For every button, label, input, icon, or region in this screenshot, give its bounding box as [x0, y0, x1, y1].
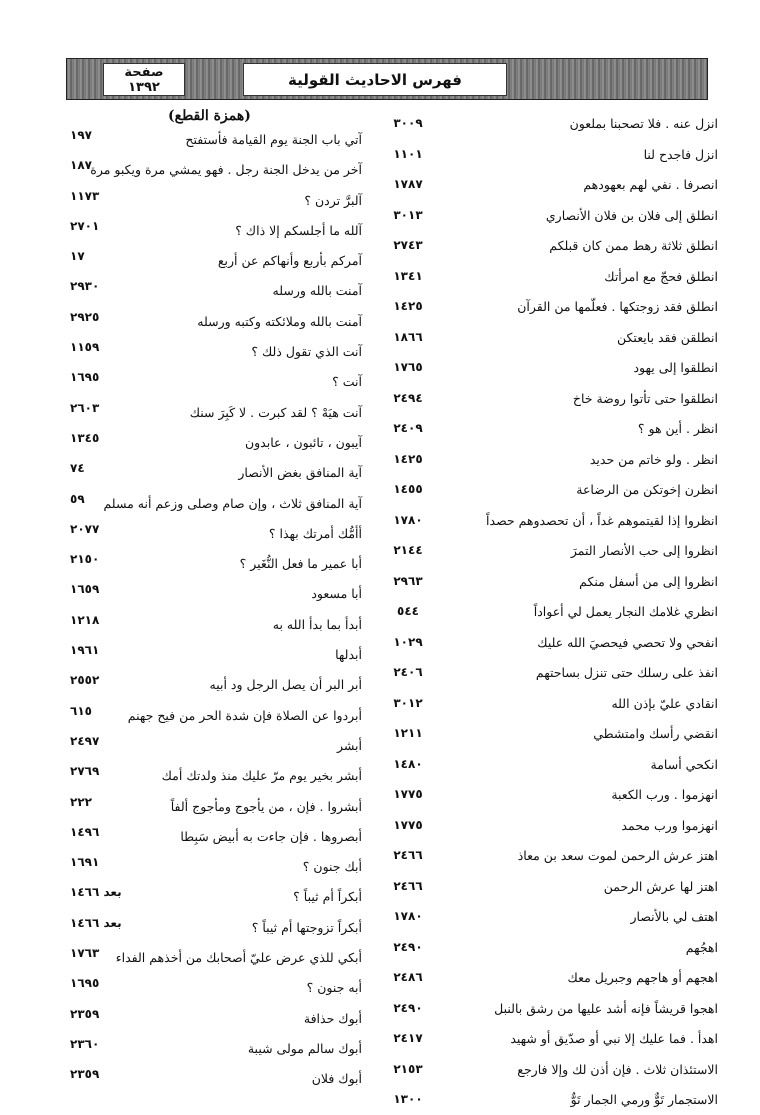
entry-text: أبصروها . فإن جاءت به أبيض سَبِطا — [180, 828, 362, 844]
index-entry — [382, 261, 718, 292]
entry-number: بعد ١٤٦٦ — [70, 885, 122, 900]
index-entry — [382, 688, 718, 719]
entry-number: ٣٠١٣ — [393, 207, 423, 222]
index-entry — [70, 914, 372, 944]
entry-text: انطلق ثلاثة رهط ممن كان قبلكم — [549, 238, 718, 253]
entry-number: ٢٣٦٠ — [70, 1036, 100, 1051]
entry-text: آلله ما أجلسكم إلا ذاك ؟ — [235, 222, 362, 238]
entry-number: ١١٧٣ — [70, 188, 100, 203]
index-entry — [382, 139, 718, 170]
entry-number: بعد ١٤٦٦ — [70, 915, 122, 930]
entry-text: أبر البر أن يصل الرجل ود أبيه — [209, 677, 362, 693]
entry-number: ١٧٦٥ — [393, 360, 423, 374]
index-entry — [70, 490, 372, 520]
index-entry — [382, 1023, 718, 1054]
entry-number: ١٨٦٦ — [393, 329, 423, 344]
index-entry — [70, 883, 372, 913]
entry-number: ١٦٩٥ — [70, 976, 100, 991]
index-entry — [382, 474, 718, 505]
index-entry — [382, 962, 718, 993]
index-entry — [70, 126, 372, 156]
entry-text: انزل عنه . فلا تصحبنا بملعون — [569, 116, 718, 131]
index-entry — [382, 322, 718, 353]
entry-number: ١٧٧٥ — [393, 817, 423, 832]
entry-number: ٢٤٨٦ — [393, 970, 423, 984]
index-entry — [382, 291, 718, 322]
index-entry — [70, 671, 372, 701]
entry-number: ١٩٧ — [70, 128, 92, 142]
entry-number: ١٤٨٠ — [393, 756, 423, 771]
entry-number: ٢٣٥٩ — [70, 1006, 100, 1021]
entry-text: آنت الذي تقول ذلك ؟ — [251, 344, 362, 360]
entry-text: آخر من يدخل الجنة رجل . فهو يمشي مرة ويكبو مرة — [90, 162, 362, 178]
section-title: (همزة القطع) — [168, 108, 251, 124]
index-entry — [70, 580, 372, 610]
index-entry — [70, 974, 372, 1004]
entry-text: أبوك فلان — [311, 1071, 362, 1087]
entry-text: أبوك سالم مولى شيبة — [247, 1040, 362, 1056]
entry-number: ١٧٨٠ — [393, 512, 423, 527]
entry-text: آمنت بالله وملائكته وكتبه ورسله — [197, 313, 362, 329]
index-entry — [382, 169, 718, 200]
index-entry — [70, 459, 372, 489]
entry-text: آنت هيَهْ ؟ لقد كبرت . لا كَبِرَ سنك — [189, 404, 362, 420]
entry-text: آيبون ، تائبون ، عابدون — [244, 434, 362, 450]
entry-number: ١٤٢٥ — [393, 451, 423, 466]
entry-number: ١٦٥٩ — [70, 582, 100, 597]
header-title: فهرس الاحاديث القولية — [243, 63, 507, 96]
entry-number: ٢٩٢٥ — [70, 309, 100, 324]
entry-text: أبدلها — [335, 647, 362, 663]
entry-number: ٢٤١٧ — [393, 1031, 423, 1045]
entry-number: ٢١٤٤ — [393, 543, 423, 557]
entry-text: انظري غلامك النجار يعمل لي أعواداً — [533, 604, 718, 619]
entry-text: أبك جنون ؟ — [302, 859, 362, 875]
entry-text: أبكراً تزوجتها أم ثيباً ؟ — [251, 919, 362, 935]
index-entry — [70, 368, 372, 398]
index-entry — [382, 718, 718, 749]
index-entry — [70, 1035, 372, 1065]
entry-number: ١٤٩٦ — [70, 824, 100, 839]
index-entry — [70, 944, 372, 974]
index-entry — [70, 732, 372, 762]
entry-number: ١٩٦١ — [70, 643, 100, 658]
entry-text: انطلق فحجّ مع امرأتك — [604, 268, 718, 284]
index-entry — [382, 596, 718, 627]
entry-text: اهدأ . فما عليك إلا نبي أو صدّيق أو شهيد — [510, 1031, 718, 1046]
index-entry — [382, 810, 718, 841]
entry-text: انظر . أين هو ؟ — [637, 421, 718, 436]
entry-number: ٢٧٠١ — [70, 218, 100, 233]
entry-number: ٧٤ — [70, 461, 85, 476]
entry-text: انظروا إلى حب الأنصار التمرَ — [570, 543, 718, 558]
index-entry — [382, 840, 718, 871]
entry-number: ٢١٥٠ — [70, 552, 100, 567]
entry-number: ٢٠٧٧ — [70, 521, 100, 536]
index-entry — [382, 932, 718, 963]
entry-text: أبردوا عن الصلاة فإن شدة الحر من فيح جهنم — [127, 707, 362, 723]
entry-text: آلبرَّ تردن ؟ — [304, 192, 362, 208]
entry-text: انظرن إخوتكن من الرضاعة — [576, 482, 718, 497]
entry-number: ٢٤٠٦ — [393, 665, 423, 679]
entry-text: اهتز عرش الرحمن لموت سعد بن معاذ — [517, 848, 718, 863]
entry-text: أبشروا . فإن ، من يأجوج ومأجوج ألفاً — [170, 798, 362, 814]
index-entry — [70, 520, 372, 550]
entry-number: ٢٩٣٠ — [70, 279, 100, 294]
index-entry — [70, 853, 372, 883]
entry-number: ٦١٥ — [70, 703, 92, 718]
entry-number: ١٦٩٥ — [70, 370, 100, 385]
entry-text: آمركم بأربع وأنهاكم عن أربع — [217, 253, 362, 269]
entry-text: آية المنافق بغض الأنصار — [238, 465, 362, 481]
index-entry — [70, 187, 372, 217]
entry-text: انظروا إلى من أسفل منكم — [579, 573, 718, 589]
entry-number: ١٣٤١ — [393, 268, 423, 283]
entry-text: أبا مسعود — [311, 586, 362, 602]
entry-text: أبه جنون ؟ — [306, 980, 362, 996]
index-entry — [70, 277, 372, 307]
entry-text: أبكراً أم ثيباً ؟ — [293, 889, 362, 905]
index-entry — [382, 566, 718, 597]
index-entry — [70, 1065, 372, 1095]
entry-number: ٢٤٩٠ — [393, 939, 423, 954]
index-entry — [70, 823, 372, 853]
entry-text: آنت ؟ — [332, 374, 362, 390]
entry-text: أبوك حذافة — [303, 1010, 362, 1026]
left-column — [70, 126, 372, 1096]
index-entry — [382, 352, 718, 383]
entry-number: ٢١٥٣ — [393, 1061, 423, 1076]
entry-text: انزل فاجدح لنا — [643, 146, 718, 162]
entry-number: ١٢١٨ — [70, 612, 100, 627]
entry-text: انطلقوا إلى يهود — [633, 360, 718, 375]
entry-number: ١٢١١ — [393, 726, 423, 740]
entry-number: ١٠٢٩ — [393, 634, 423, 649]
index-entry — [70, 550, 372, 580]
entry-number: ١٦٩١ — [70, 855, 100, 870]
entry-text: أبشر بخير يوم مرّ عليك منذ ولدتك أمك — [161, 768, 362, 784]
entry-text: انقضي رأسك وامتشطي — [593, 726, 718, 741]
page-number: ١٣٩٢ — [128, 79, 160, 95]
entry-text: الاستئذان ثلاث . فإن أذن لك وإلا فارجع — [517, 1061, 718, 1077]
index-entry — [382, 1084, 718, 1115]
index-entry — [382, 901, 718, 932]
entry-number: ٢٦٠٣ — [70, 400, 100, 415]
index-entry — [382, 108, 718, 139]
index-entry — [382, 444, 718, 475]
entry-text: الاستجمار تَوٌّ ورمي الجمار تَوٌّ — [570, 1092, 718, 1107]
index-entry — [382, 627, 718, 658]
entry-text: انصرفا . نفي لهم بعهودهم — [583, 177, 718, 192]
entry-number: ٢٤٦٦ — [393, 848, 423, 862]
entry-text: اهجهم أو هاجهم وجبريل معك — [567, 970, 718, 985]
index-entry — [382, 657, 718, 688]
entry-text: انفحي ولا تحصي فيحصيَ الله عليك — [537, 634, 718, 650]
index-entry — [70, 156, 372, 186]
right-column — [382, 108, 718, 1115]
index-entry — [70, 217, 372, 247]
entry-text: اهتز لها عرش الرحمن — [603, 878, 718, 894]
entry-number: ١٧٨٠ — [393, 909, 423, 923]
entry-number: ٢٣٥٩ — [70, 1067, 100, 1082]
entry-number: ٢٢٢ — [70, 794, 92, 809]
entry-text: آية المنافق ثلاث ، وإن صام وصلى وزعم أنه مسلم — [103, 495, 362, 511]
entry-text: أبدأ بما بدأ الله به — [272, 616, 362, 632]
index-entry — [70, 429, 372, 459]
entry-text: آتي باب الجنة يوم القيامة فأستفتح — [185, 132, 362, 147]
entry-text: انظر . ولو خاتم من حديد — [589, 451, 718, 467]
index-entry — [70, 793, 372, 823]
entry-number: ٢٤٩٤ — [393, 390, 423, 405]
entry-number: ١٣٠٠ — [393, 1092, 423, 1106]
entry-number: ١١٠١ — [393, 146, 423, 161]
entry-number: ١٧٦٣ — [70, 946, 100, 961]
index-entry — [382, 779, 718, 810]
entry-text: أبشر — [337, 737, 362, 753]
index-entry — [70, 338, 372, 368]
index-entry — [382, 993, 718, 1024]
entry-number: ٢٤٩٧ — [70, 733, 100, 748]
index-entry — [70, 399, 372, 429]
index-entry — [70, 702, 372, 732]
entry-number: ٢٥٥٢ — [70, 673, 100, 688]
index-entry — [382, 1054, 718, 1085]
entry-text: انطلق فقد زوجتكها . فعلّمها من القرآن — [517, 299, 718, 314]
entry-number: ٣٠٠٩ — [393, 116, 423, 130]
index-entry — [382, 383, 718, 414]
page-header — [66, 58, 708, 100]
index-entry — [70, 1005, 372, 1035]
index-entry — [70, 762, 372, 792]
index-entry — [70, 641, 372, 671]
index-entry — [382, 871, 718, 902]
entry-text: أبكي للذي عرض عليّ أصحابك من أخذهم الفداء — [115, 950, 362, 966]
entry-number: ١٤٢٥ — [393, 299, 423, 313]
index-entry — [70, 308, 372, 338]
entry-number: ٢٤٩٠ — [393, 1000, 423, 1015]
index-entry — [70, 611, 372, 641]
index-entry — [382, 413, 718, 444]
entry-number: ٣٠١٢ — [393, 695, 423, 710]
index-entry — [382, 200, 718, 231]
entry-number: ١٧٧٥ — [393, 787, 423, 801]
entry-number: ١٧ — [70, 249, 85, 264]
index-entry — [382, 535, 718, 566]
index-entry — [382, 749, 718, 780]
entry-text: انظروا إذا لقيتموهم غداً ، أن تحصدوهم حصداً — [486, 512, 718, 528]
entry-number: ١٤٥٥ — [393, 482, 423, 496]
entry-number: ١٣٤٥ — [70, 430, 100, 445]
entry-text: انقادي عليّ بإذن الله — [611, 695, 718, 711]
index-entry — [382, 230, 718, 261]
entry-text: اهتف لي بالأنصار — [630, 909, 718, 924]
entry-text: انكحي أسامة — [650, 756, 718, 772]
entry-number: ٢٤٦٦ — [393, 878, 423, 893]
page-number-box — [103, 63, 185, 96]
entry-text: اهجوا قريشاً فإنه أشد عليها من رشق بالنبل — [494, 1000, 718, 1016]
index-entry — [70, 247, 372, 277]
entry-number: ٢٤٠٩ — [393, 421, 423, 435]
page-label: صفحة — [124, 64, 164, 80]
entry-text: آمنت بالله ورسله — [272, 283, 362, 299]
entry-number: ٢٩٦٣ — [393, 573, 423, 588]
entry-number: ٥٩ — [70, 491, 85, 506]
entry-text: انطلق إلى فلان بن فلان الأنصاري — [545, 207, 718, 223]
index-entry — [382, 505, 718, 536]
entry-text: انطلقوا حتى تأتوا روضة خاخ — [572, 390, 718, 406]
entry-number: ٢٧٦٩ — [70, 764, 100, 779]
entry-text: انهزموا ورب محمد — [621, 817, 718, 833]
entry-text: أأمُّك أمرتك بهذا ؟ — [268, 525, 362, 541]
entry-number: ١٨٧ — [70, 158, 92, 173]
entry-number: ١٧٨٧ — [393, 177, 423, 191]
entry-text: انطلقن فقد بايعتكن — [617, 329, 718, 345]
entry-text: انفذ على رسلك حتى تنزل بساحتهم — [535, 665, 718, 680]
entry-number: ١١٥٩ — [70, 340, 100, 355]
entry-number: ٢٧٤٣ — [393, 238, 423, 252]
entry-text: أبا عمير ما فعل النُّغَير ؟ — [239, 556, 362, 572]
entry-number: ٥٤٤ — [397, 604, 419, 618]
entry-text: انهزموا . ورب الكعبة — [611, 787, 718, 802]
entry-text: اهجُهم — [685, 939, 718, 955]
